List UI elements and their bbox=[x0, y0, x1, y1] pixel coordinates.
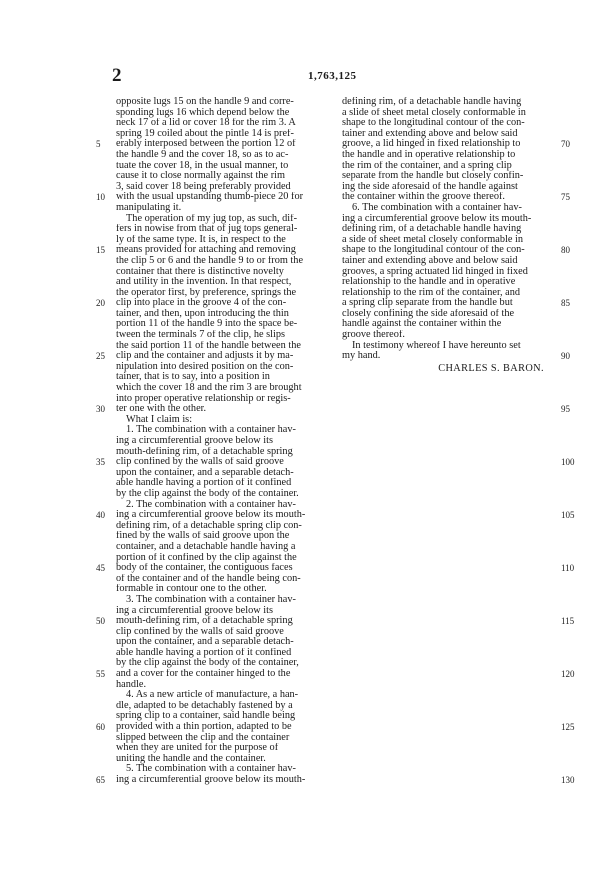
line-number: 60 bbox=[96, 722, 105, 733]
text-line: clip into place in the groove 4 of the con- bbox=[116, 298, 287, 309]
line-number: 65 bbox=[96, 775, 105, 786]
line-number: 45 bbox=[96, 563, 105, 574]
line-number: 100 bbox=[561, 457, 575, 468]
text-line: ter one with the other. bbox=[116, 404, 207, 415]
text-line: defining rim, of a detachable handle having bbox=[342, 224, 522, 235]
text-line: shape to the longitudinal contour of the con- bbox=[342, 118, 525, 129]
text-line: spring 19 coiled about the pintle 14 is pref- bbox=[116, 128, 294, 139]
line-number: 55 bbox=[96, 669, 105, 680]
line-number: 15 bbox=[96, 245, 105, 256]
line-number: 80 bbox=[561, 245, 570, 256]
text-line: the handle 9 and the cover 18, so as to ac- bbox=[116, 149, 289, 160]
text-line: ing a circumferential groove below its mouth- bbox=[342, 213, 532, 224]
line-number: 25 bbox=[96, 351, 105, 362]
text-line: ing a circumferential groove below its mouth- bbox=[116, 510, 306, 521]
patent-number: 1,763,125 bbox=[308, 70, 357, 82]
text-line: portion 11 of the handle 9 into the space be- bbox=[116, 319, 298, 330]
left-text-column bbox=[116, 97, 334, 786]
line-number: 130 bbox=[561, 775, 575, 786]
text-line: opposite lugs 15 on the handle 9 and corre- bbox=[116, 97, 294, 107]
text-line: ing a circumferential groove below its bbox=[116, 436, 273, 446]
text-line: In testimony whereof I have hereunto set bbox=[352, 340, 521, 351]
text-line: sponding lugs 16 which depend below the bbox=[116, 107, 290, 118]
text-line: the rim of the container, and a spring clip bbox=[342, 160, 512, 171]
text-line: the handle and in operative relationship to bbox=[342, 149, 516, 160]
text-line: fined by the walls of said groove upon the bbox=[116, 531, 290, 542]
line-number: 5 bbox=[96, 139, 101, 150]
text-line: 2. The combination with a container hav- bbox=[126, 499, 296, 510]
text-line: 4. As a new article of manufacture, a han- bbox=[126, 690, 299, 701]
line-number: 115 bbox=[561, 616, 575, 627]
text-line: fers in nowise from that of jug tops general- bbox=[116, 224, 298, 235]
text-line: grooves, a spring actuated lid hinged in fixed bbox=[342, 266, 528, 277]
line-number: 10 bbox=[96, 192, 105, 203]
text-line: tainer, and then, upon introducing the thin bbox=[116, 308, 289, 319]
text-line: The operation of my jug top, as such, dif- bbox=[126, 213, 298, 224]
text-line: upon the container, and a separable detach- bbox=[116, 467, 294, 478]
text-line: relationship to the handle and in operative bbox=[342, 277, 516, 288]
text-line: able handle having a portion of it confined bbox=[116, 647, 292, 658]
text-line: groove, a lid hinged in fixed relationship to bbox=[342, 139, 521, 150]
text-line: 3, said cover 18 being preferably provided bbox=[116, 181, 291, 192]
text-line: upon the container, and a separable detach- bbox=[116, 637, 294, 648]
text-line: erably interposed between the portion 12 of bbox=[116, 139, 296, 150]
text-line: tween the terminals 7 of the clip, he slips bbox=[116, 330, 285, 341]
line-number: 30 bbox=[96, 404, 105, 415]
text-line: and a cover for the container hinged to the bbox=[116, 669, 291, 680]
text-line: tainer and extending above and below said bbox=[342, 128, 518, 139]
text-line: What I claim is: bbox=[126, 414, 193, 425]
text-line: container that there is distinctive novelty bbox=[116, 266, 284, 277]
line-number: 125 bbox=[561, 722, 575, 733]
text-line: ing a circumferential groove below its mouth- bbox=[116, 775, 306, 785]
text-line: the clip 5 or 6 and the handle 9 to or from the bbox=[116, 255, 304, 266]
text-line: defining rim, of a detachable spring clip con- bbox=[116, 520, 302, 531]
text-line: closely confining the side aforesaid of the bbox=[342, 308, 515, 319]
right-text-column bbox=[342, 97, 560, 374]
line-number: 20 bbox=[96, 298, 105, 309]
text-line: ing a circumferential groove below its bbox=[116, 605, 273, 616]
text-line: tainer, that is to say, into a position in bbox=[116, 372, 270, 383]
signature-name: CHARLES S. BARON. bbox=[438, 363, 544, 374]
line-number: 50 bbox=[96, 616, 105, 627]
line-number: 35 bbox=[96, 457, 105, 468]
text-line: mouth-defining rim, of a detachable spring bbox=[116, 616, 293, 627]
text-line: neck 17 of a lid or cover 18 for the rim 3. A bbox=[116, 118, 296, 129]
text-line: a slide of sheet metal closely conformable in bbox=[342, 107, 526, 118]
text-line: 5. The combination with a container hav- bbox=[126, 764, 296, 775]
text-line: slipped between the clip and the container bbox=[116, 732, 290, 743]
text-line: tuate the cover 18, in the usual manner, to bbox=[116, 160, 289, 171]
text-line: handle against the container within the bbox=[342, 319, 502, 330]
text-line: container, and a detachable handle having a bbox=[116, 541, 296, 552]
line-number: 110 bbox=[561, 563, 575, 574]
text-line: formable in contour one to the other. bbox=[116, 584, 267, 595]
text-line: cause it to close normally against the rim bbox=[116, 171, 285, 182]
text-line: provided with a thin portion, adapted to be bbox=[116, 722, 292, 733]
line-number: 105 bbox=[561, 510, 575, 521]
text-line: clip confined by the walls of said groove bbox=[116, 626, 284, 637]
line-number: 95 bbox=[561, 404, 570, 415]
text-line: spring clip to a container, said handle being bbox=[116, 711, 296, 722]
text-line: clip and the container and adjusts it by ma- bbox=[116, 351, 294, 362]
text-line: portion of it confined by the clip against the bbox=[116, 552, 297, 563]
text-line: into proper operative relationship or regis- bbox=[116, 393, 291, 404]
text-line: able handle having a portion of it confined bbox=[116, 478, 292, 489]
text-line: the operator first, by preference, springs the bbox=[116, 287, 297, 298]
text-line: shape to the longitudinal contour of the con- bbox=[342, 245, 525, 256]
text-line: ing the side aforesaid of the handle against bbox=[342, 181, 518, 192]
text-line: my hand. bbox=[342, 351, 381, 362]
text-line: separate from the handle but closely confin- bbox=[342, 171, 524, 182]
text-line: handle. bbox=[116, 679, 147, 690]
text-line: a spring clip separate from the handle but bbox=[342, 298, 513, 309]
line-number: 85 bbox=[561, 298, 570, 309]
text-line: the said portion 11 of the handle between the bbox=[116, 340, 301, 351]
line-number: 90 bbox=[561, 351, 570, 362]
text-line: defining rim, of a detachable handle having bbox=[342, 97, 522, 107]
text-line: relationship to the rim of the container, and bbox=[342, 287, 521, 298]
page-number: 2 bbox=[112, 65, 122, 86]
text-line: body of the container, the contiguous faces bbox=[116, 563, 293, 574]
text-line: tainer and extending above and below said bbox=[342, 255, 518, 266]
text-line: by the clip against the body of the container, bbox=[116, 658, 299, 669]
text-line: nipulation into desired position on the con- bbox=[116, 361, 294, 372]
text-line: which the cover 18 and the rim 3 are brought bbox=[116, 383, 302, 394]
text-line: dle, adapted to be detachably fastened by a bbox=[116, 700, 293, 711]
text-line: 6. The combination with a container hav- bbox=[352, 202, 522, 213]
text-line: means provided for attaching and removing bbox=[116, 245, 296, 256]
line-number: 75 bbox=[561, 192, 570, 203]
line-number: 40 bbox=[96, 510, 105, 521]
text-line: by the clip against the body of the container. bbox=[116, 488, 299, 499]
text-line: mouth-defining rim, of a detachable spring bbox=[116, 446, 293, 457]
text-line: 1. The combination with a container hav- bbox=[126, 425, 296, 436]
text-line: ly of the same type. It is, in respect to the bbox=[116, 234, 286, 245]
text-line: groove thereof. bbox=[342, 330, 405, 341]
text-line: the container within the groove thereof. bbox=[342, 192, 505, 203]
text-line: of the container and of the handle being con- bbox=[116, 573, 301, 584]
line-number: 70 bbox=[561, 139, 570, 150]
text-line: 3. The combination with a container hav- bbox=[126, 594, 296, 605]
text-line: and utility in the invention. In that respect, bbox=[116, 277, 292, 288]
text-line: uniting the handle and the container. bbox=[116, 753, 266, 764]
text-line: clip confined by the walls of said groove bbox=[116, 457, 284, 468]
text-line: a side of sheet metal closely conformable in bbox=[342, 234, 523, 245]
text-line: manipulating it. bbox=[116, 202, 182, 213]
text-line: with the usual upstanding thumb-piece 20 for bbox=[116, 192, 304, 203]
line-number: 120 bbox=[561, 669, 575, 680]
text-line: when they are united for the purpose of bbox=[116, 743, 279, 754]
